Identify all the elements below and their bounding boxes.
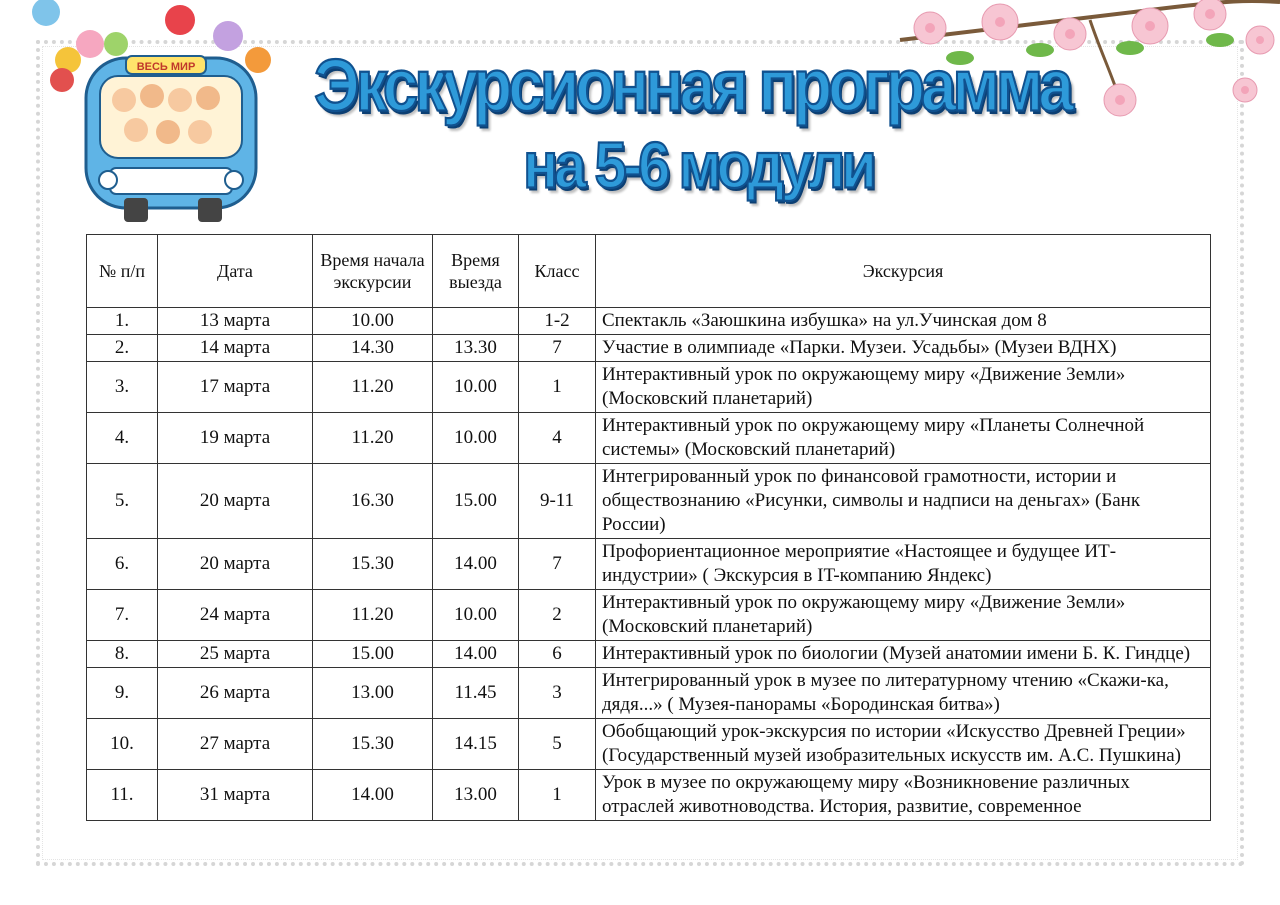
cell-departure-time: 13.00 [433, 770, 519, 821]
cell-number: 8. [87, 641, 158, 668]
balloon [32, 0, 60, 26]
cell-excursion: Урок в музее по окружающему миру «Возникновение различных отраслей животноводства. История, развитие, современное [596, 770, 1211, 821]
cell-start-time: 14.30 [313, 335, 433, 362]
cell-number: 4. [87, 413, 158, 464]
table-row [87, 641, 1211, 668]
column-header-departure-time: Время выезда [433, 235, 519, 308]
cell-departure-time: 14.00 [433, 539, 519, 590]
table-header-row [87, 235, 1211, 308]
cell-class: 4 [519, 413, 596, 464]
cell-class: 7 [519, 539, 596, 590]
table-row [87, 668, 1211, 719]
cell-start-time: 15.00 [313, 641, 433, 668]
page-subtitle: на 5-6 модули [523, 129, 873, 202]
cell-date: 20 марта [158, 539, 313, 590]
cell-date: 25 марта [158, 641, 313, 668]
cell-class: 1 [519, 770, 596, 821]
cell-class: 1 [519, 362, 596, 413]
bus-sign: ВЕСЬ МИР [136, 61, 196, 73]
cell-number: 9. [87, 668, 158, 719]
cell-excursion: Обобщающий урок-экскурсия по истории «Искусство Древней Греции» (Государственный музей изобразительных искусств им. А.С. Пушкина) [596, 719, 1211, 770]
cell-class: 5 [519, 719, 596, 770]
cell-start-time: 11.20 [313, 413, 433, 464]
cell-start-time: 15.30 [313, 719, 433, 770]
column-header-number: № п/п [87, 235, 158, 308]
table-row [87, 362, 1211, 413]
cell-departure-time: 10.00 [433, 362, 519, 413]
cell-excursion: Интегрированный урок в музее по литературному чтению «Скажи-ка, дядя...» ( Музея-панорамы «Бородинская битва») [596, 668, 1211, 719]
cell-number: 2. [87, 335, 158, 362]
table-row [87, 413, 1211, 464]
cell-excursion: Спектакль «Заюшкина избушка» на ул.Учинская дом 8 [596, 308, 1211, 335]
cell-number: 6. [87, 539, 158, 590]
cell-class: 9-11 [519, 464, 596, 539]
cell-class: 6 [519, 641, 596, 668]
column-header-class: Класс [519, 235, 596, 308]
excursion-table [86, 234, 1211, 821]
page-title: Экскурсионная программа [314, 43, 1070, 127]
cell-departure-time: 15.00 [433, 464, 519, 539]
cell-excursion: Интегрированный урок по финансовой грамотности, истории и обществознанию «Рисунки, символы и надписи на деньгах» (Банк России) [596, 464, 1211, 539]
cell-class: 2 [519, 590, 596, 641]
cell-number: 3. [87, 362, 158, 413]
cell-date: 14 марта [158, 335, 313, 362]
cell-date: 27 марта [158, 719, 313, 770]
column-header-excursion: Экскурсия [596, 235, 1211, 308]
cell-number: 1. [87, 308, 158, 335]
cell-excursion: Интерактивный урок по окружающему миру «Планеты Солнечной системы» (Московский планетарий) [596, 413, 1211, 464]
cell-departure-time: 14.15 [433, 719, 519, 770]
cell-date: 20 марта [158, 464, 313, 539]
table-row [87, 590, 1211, 641]
cell-departure-time: 14.00 [433, 641, 519, 668]
table-row [87, 539, 1211, 590]
cell-departure-time: 10.00 [433, 413, 519, 464]
balloon [165, 5, 195, 35]
column-header-date: Дата [158, 235, 313, 308]
cell-departure-time: 10.00 [433, 590, 519, 641]
cell-start-time: 10.00 [313, 308, 433, 335]
cell-start-time: 11.20 [313, 362, 433, 413]
cell-departure-time [433, 308, 519, 335]
table-row [87, 464, 1211, 539]
cell-start-time: 16.30 [313, 464, 433, 539]
cell-departure-time: 11.45 [433, 668, 519, 719]
table-row [87, 308, 1211, 335]
cell-excursion: Интерактивный урок по окружающему миру «Движение Земли» (Московский планетарий) [596, 362, 1211, 413]
cell-class: 1-2 [519, 308, 596, 335]
cell-date: 24 марта [158, 590, 313, 641]
cell-start-time: 11.20 [313, 590, 433, 641]
cell-date: 13 марта [158, 308, 313, 335]
cell-number: 5. [87, 464, 158, 539]
cell-date: 31 марта [158, 770, 313, 821]
cell-start-time: 15.30 [313, 539, 433, 590]
table-row [87, 335, 1211, 362]
cell-excursion: Интерактивный урок по биологии (Музей анатомии имени Б. К. Гиндце) [596, 641, 1211, 668]
column-header-start-time: Время начала экскурсии [313, 235, 433, 308]
cell-start-time: 14.00 [313, 770, 433, 821]
cell-class: 3 [519, 668, 596, 719]
cell-class: 7 [519, 335, 596, 362]
cell-number: 7. [87, 590, 158, 641]
cell-date: 19 марта [158, 413, 313, 464]
cell-number: 11. [87, 770, 158, 821]
cell-date: 26 марта [158, 668, 313, 719]
cell-departure-time: 13.30 [433, 335, 519, 362]
cell-number: 10. [87, 719, 158, 770]
cell-start-time: 13.00 [313, 668, 433, 719]
table-row [87, 719, 1211, 770]
cell-excursion: Профориентационное мероприятие «Настоящее и будущее ИТ-индустрии» ( Экскурсия в IT-компанию Яндекс) [596, 539, 1211, 590]
cell-excursion: Участие в олимпиаде «Парки. Музеи. Усадьбы» (Музеи ВДНХ) [596, 335, 1211, 362]
cell-date: 17 марта [158, 362, 313, 413]
cell-excursion: Интерактивный урок по окружающему миру «Движение Земли» (Московский планетарий) [596, 590, 1211, 641]
table-row [87, 770, 1211, 821]
